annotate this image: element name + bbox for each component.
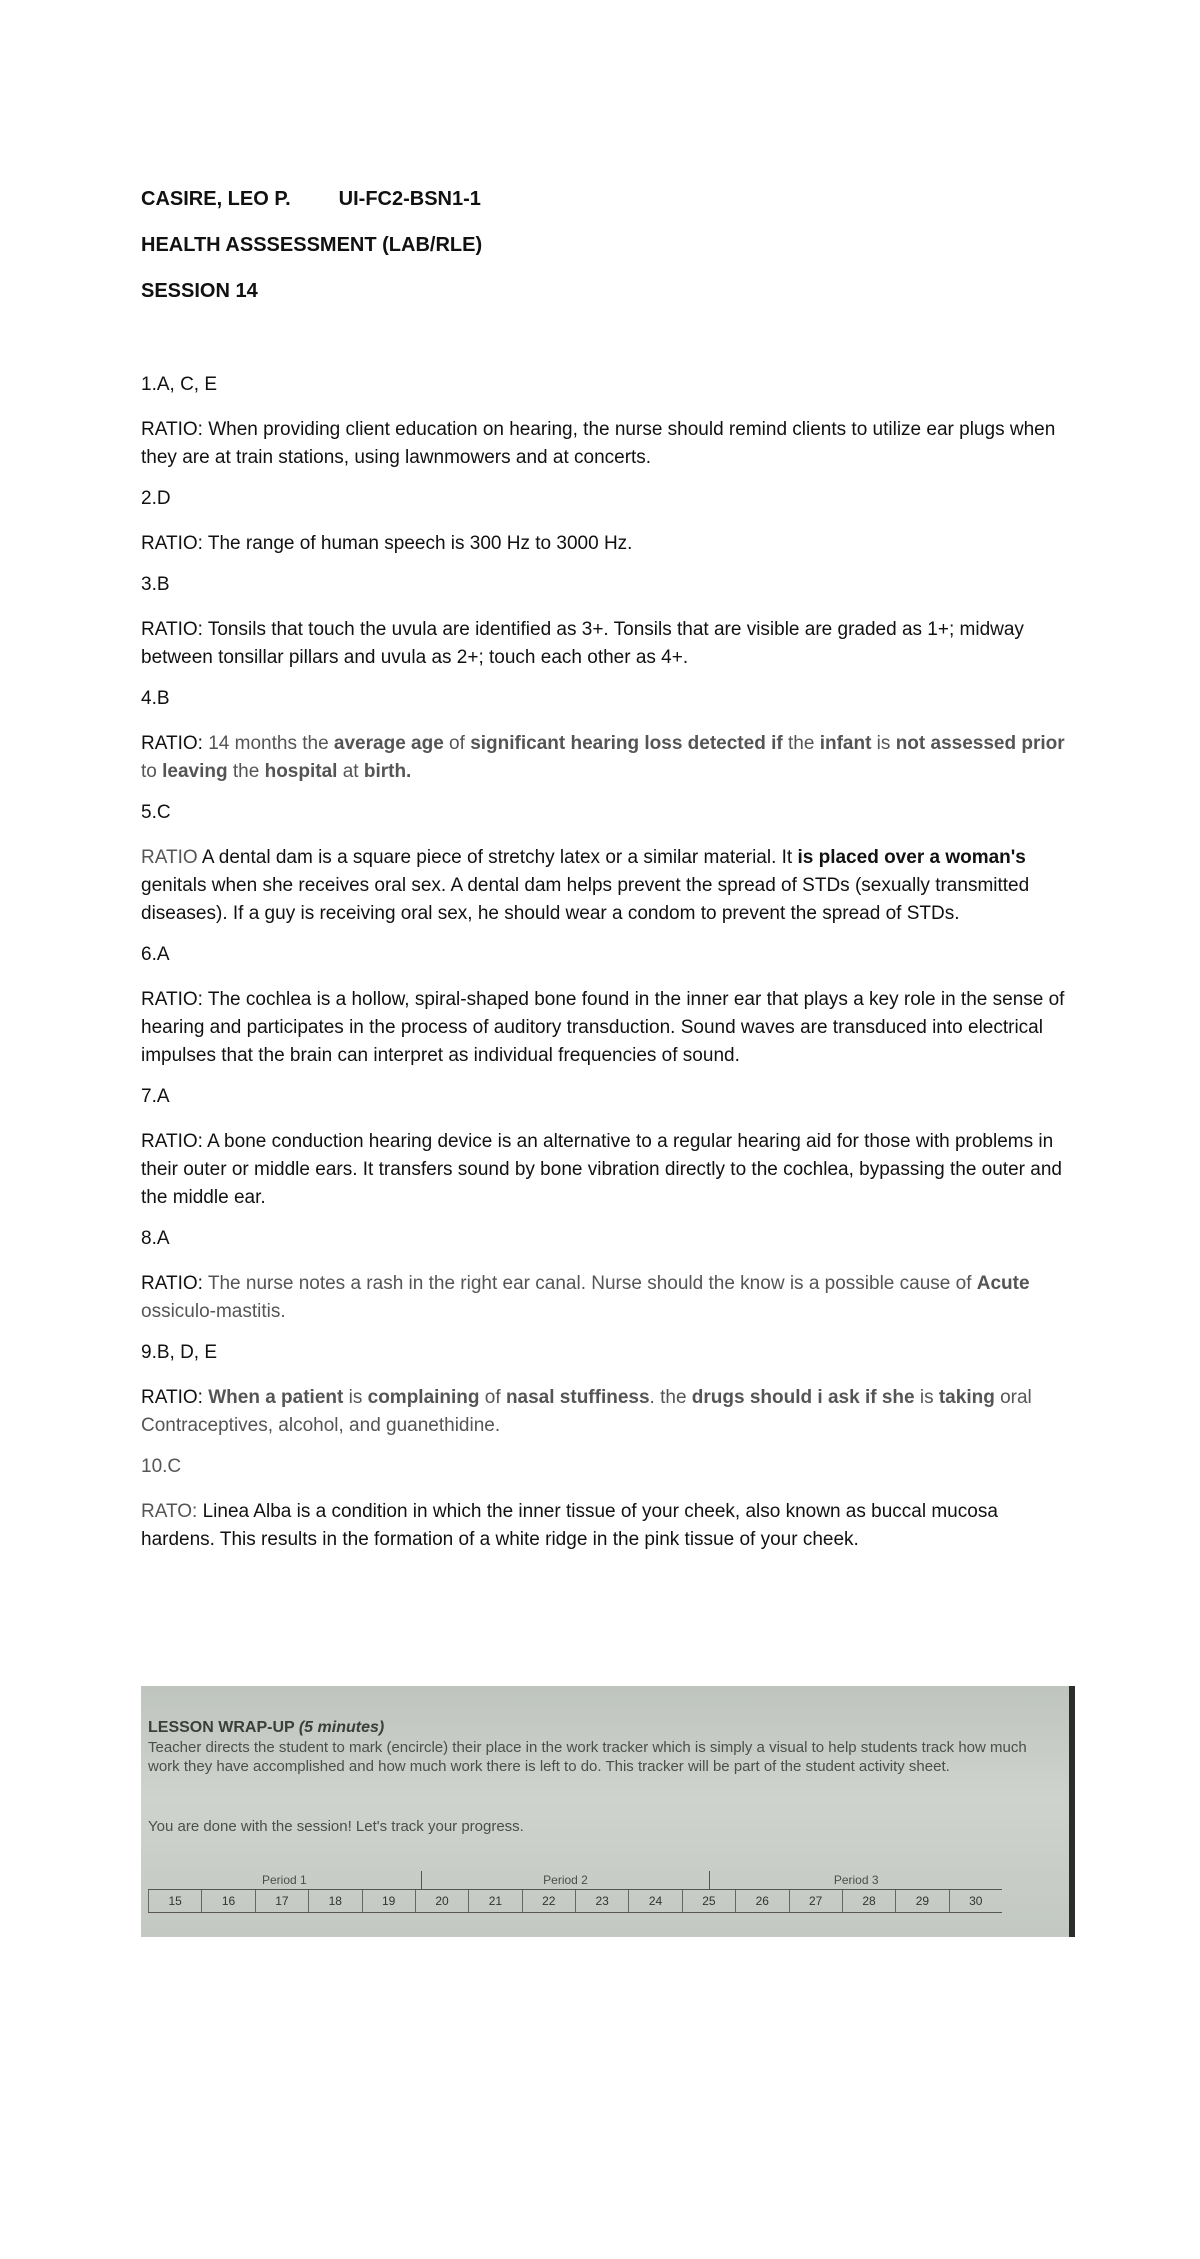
- rationale-segment: oral Contraceptives, alcohol, and guanethidine.: [141, 1387, 1032, 1436]
- answer-8: 8.A: [141, 1228, 170, 1249]
- rationale-segment: infant: [819, 733, 872, 754]
- period-2-label: Period 2: [422, 1871, 711, 1889]
- tracker-cell: 17: [255, 1890, 308, 1912]
- rationale-segment: the: [782, 733, 820, 754]
- session-title: SESSION 14: [141, 280, 258, 302]
- rationale-segment: . the: [649, 1387, 692, 1408]
- rationale-4: [141, 730, 1071, 786]
- rationale-segment: A dental dam is a square piece of stretchy latex or a similar material. It: [197, 847, 798, 868]
- rationale-segment: is: [914, 1387, 939, 1408]
- rationale-segment: significant hearing loss detected if: [470, 733, 783, 754]
- rationale-5: [141, 844, 1071, 928]
- tracker-periods: [148, 1871, 1002, 1889]
- tracker-cell: 16: [201, 1890, 254, 1912]
- rationale-segment: complaining: [367, 1387, 480, 1408]
- rationale-segment: The nurse notes a rash in the right ear canal. Nurse should the know is a possible cause of: [207, 1273, 977, 1294]
- document-header: [141, 186, 1071, 324]
- rationale-segment: at: [337, 761, 364, 782]
- wrapup-title-text: LESSON WRAP-UP: [148, 1719, 295, 1736]
- rationale-segment: is: [343, 1387, 368, 1408]
- rationale-segment: ossiculo-mastitis.: [141, 1301, 286, 1322]
- answer-5: 5.C: [141, 802, 171, 823]
- rationale-segment: not assessed prior: [895, 733, 1065, 754]
- tracker-cell: 26: [735, 1890, 788, 1912]
- tracker-cell: 15: [148, 1890, 201, 1912]
- rationale-segment: drugs should i ask if she: [691, 1387, 915, 1408]
- rationale-segment: of: [443, 733, 471, 754]
- wrapup-title-time: (5 minutes): [298, 1719, 385, 1736]
- rationale-segment: birth.: [363, 761, 412, 782]
- tracker-cell: 25: [682, 1890, 735, 1912]
- rationale-2: RATIO: The range of human speech is 300 Hz to 3000 Hz.: [141, 533, 633, 554]
- rationale-segment: leaving: [162, 761, 228, 782]
- rationale-6: RATIO: The cochlea is a hollow, spiral-shaped bone found in the inner ear that plays a key role in the sense of hearing and participates in the process of auditory transduction. Sound waves are transduced into electrical impulses that the brain can interpret as individual frequencies of sound.: [141, 989, 1065, 1066]
- section-code: UI-FC2-BSN1-1: [338, 188, 481, 210]
- rationale-7: RATIO: A bone conduction hearing device is an alternative to a regular hearing aid for those with problems in their outer or middle ears. It transfers sound by bone vibration directly to the cochlea, bypassing the outer and the middle ear.: [141, 1131, 1062, 1208]
- rationale-segment: the: [227, 761, 265, 782]
- tracker-cell: 23: [575, 1890, 628, 1912]
- answer-1: 1.A, C, E: [141, 374, 218, 395]
- tracker-cell: 22: [522, 1890, 575, 1912]
- rationale-1: RATIO: When providing client education on hearing, the nurse should remind clients to utilize ear plugs when they are at train stations, using lawnmowers and at concerts.: [141, 419, 1056, 468]
- answer-9: 9.B, D, E: [141, 1342, 218, 1363]
- rationale-segment: taking: [938, 1387, 995, 1408]
- rationale-segment: nasal stuffiness: [505, 1387, 650, 1408]
- tracker-cell: 18: [308, 1890, 361, 1912]
- rationale-8: [141, 1270, 1071, 1326]
- rationale-segment: is: [871, 733, 896, 754]
- rationale-segment: genitals when she receives oral sex. A dental dam helps prevent the spread of STDs (sexually transmitted diseases). If a guy is receiving oral sex, he should wear a condom to prevent the spread of STDs.: [141, 875, 1030, 924]
- work-tracker: [148, 1871, 1002, 1914]
- answer-7: 7.A: [141, 1086, 170, 1107]
- tracker-cell: 30: [949, 1890, 1002, 1912]
- rationale-segment: RATIO: [141, 847, 198, 868]
- period-3-label: Period 3: [833, 1873, 879, 1887]
- rationale-segment: RATO:: [141, 1501, 198, 1522]
- tracker-cells: [148, 1889, 1002, 1913]
- rationale-segment: Linea Alba is a condition in which the inner tissue of your cheek, also known as buccal mucosa hardens. This results in the formation of a white ridge in the pink tissue of your cheek.: [141, 1501, 998, 1550]
- rationale-segment: 14 months the: [208, 733, 334, 754]
- answer-2: 2.D: [141, 488, 171, 509]
- rationale-segment: to: [141, 761, 163, 782]
- answer-4: 4.B: [141, 688, 170, 709]
- tracker-cell: 28: [842, 1890, 895, 1912]
- tracker-cell: 27: [789, 1890, 842, 1912]
- wrapup-done-message: You are done with the session! Let's track your progress.: [148, 1818, 524, 1835]
- rationale-10: [141, 1498, 1071, 1554]
- answer-list: [141, 372, 1071, 1568]
- tracker-cell: 29: [895, 1890, 948, 1912]
- course-title: HEALTH ASSSESSMENT (LAB/RLE): [141, 234, 483, 256]
- rationale-9: [141, 1384, 1071, 1440]
- tracker-cell: 24: [628, 1890, 681, 1912]
- wrapup-title: [148, 1719, 384, 1737]
- rationale-segment: Acute: [976, 1273, 1030, 1294]
- rationale-segment: hospital: [264, 761, 338, 782]
- rationale-3: RATIO: Tonsils that touch the uvula are identified as 3+. Tonsils that are visible are graded as 1+; midway between tonsillar pillars and uvula as 2+; touch each other as 4+.: [141, 619, 1024, 668]
- tracker-cell: 20: [415, 1890, 468, 1912]
- tracker-cell: 21: [468, 1890, 521, 1912]
- rationale-segment: RATIO:: [141, 1387, 209, 1408]
- answer-6: 6.A: [141, 944, 170, 965]
- rationale-segment: RATIO:: [141, 733, 209, 754]
- wrapup-instructions: Teacher directs the student to mark (encircle) their place in the work tracker which is simply a visual to help students track how much work they have accomplished and how much work there is left to do. This tracker will be part of the student activity sheet.: [148, 1739, 1027, 1775]
- period-1-label: Period 1: [148, 1871, 422, 1889]
- rationale-segment: of: [479, 1387, 506, 1408]
- rationale-segment: average age: [333, 733, 444, 754]
- answer-10: 10.C: [141, 1456, 182, 1477]
- rationale-segment: When a patient: [208, 1387, 344, 1408]
- student-line: [141, 186, 1071, 212]
- rationale-segment: RATIO:: [141, 1273, 208, 1294]
- tracker-cell: 19: [362, 1890, 415, 1912]
- answer-3: 3.B: [141, 574, 170, 595]
- student-name: CASIRE, LEO P.: [141, 188, 291, 210]
- rationale-segment: is placed over a woman's: [797, 847, 1026, 868]
- lesson-wrapup-photo: [141, 1686, 1075, 1937]
